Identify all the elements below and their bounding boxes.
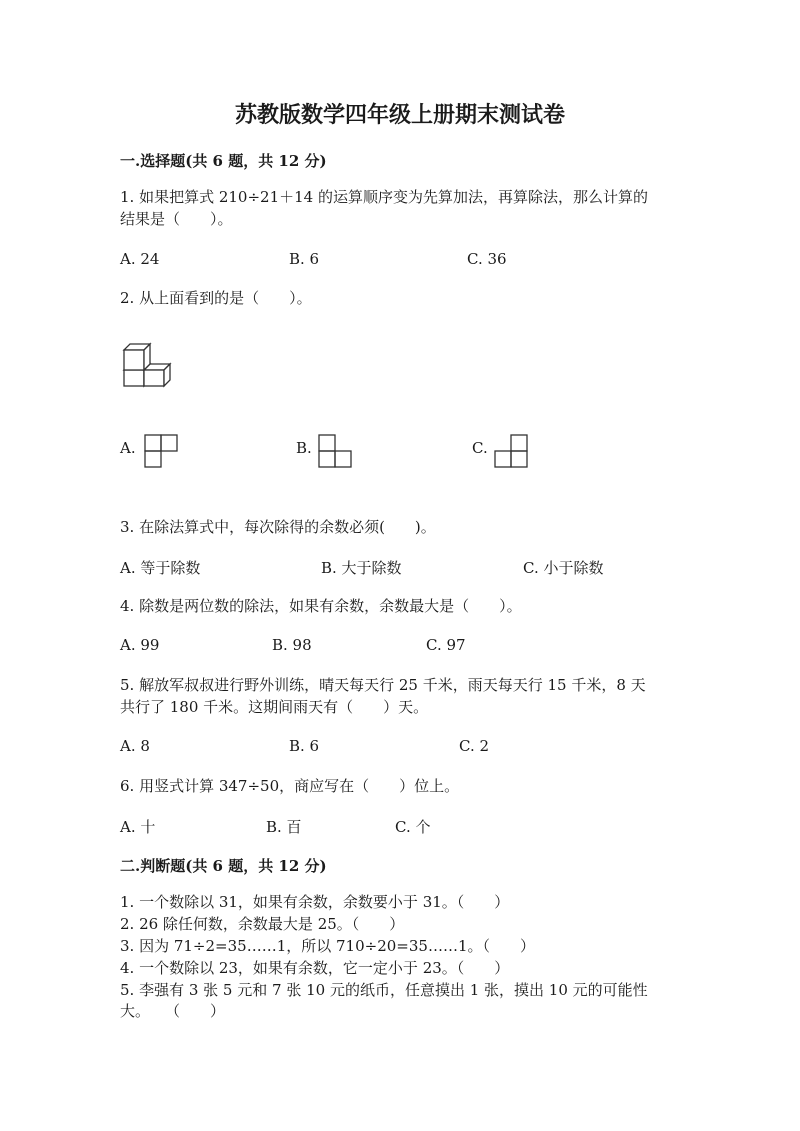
question-1-line-1: 1. 如果把算式 210÷21＋14 的运算顺序变为先算加法，再算除法，那么计算的 <box>120 188 648 206</box>
question-3-option-c: C. 小于除数 <box>523 559 604 577</box>
judgment-item-3: 3. 因为 71÷2=35……1，所以 710÷20=35……1。（ ） <box>120 937 535 955</box>
question-2-option-c: C. <box>472 439 488 457</box>
question-5-line-2: 共行了 180 千米。这期间雨天有（ ）天。 <box>120 698 429 716</box>
question-3-line-1: 3. 在除法算式中，每次除得的余数必须( )。 <box>120 518 436 536</box>
top-view-shape-a-icon <box>143 433 179 469</box>
question-4-option-b: B. 98 <box>272 636 312 654</box>
stacked-cubes-figure <box>120 340 182 390</box>
question-1-option-b: B. 6 <box>289 250 320 268</box>
question-3-option-b: B. 大于除数 <box>321 559 402 577</box>
question-2-option-a: A. <box>120 439 136 457</box>
question-5-option-b: B. 6 <box>289 737 320 755</box>
judgment-item-2: 2. 26 除任何数，余数最大是 25。（ ） <box>120 915 405 933</box>
question-5-option-c: C. 2 <box>459 737 490 755</box>
question-6-option-b: B. 百 <box>266 818 302 836</box>
question-2-option-b: B. <box>296 439 312 457</box>
question-6-option-c: C. 个 <box>395 818 431 836</box>
question-4-option-a: A. 99 <box>120 636 160 654</box>
question-4-option-c: C. 97 <box>426 636 466 654</box>
judgment-item-5-line-2: 大。 （ ） <box>120 1002 226 1020</box>
page-title: 苏教版数学四年级上册期末测试卷 <box>234 102 565 128</box>
question-2-line-1: 2. 从上面看到的是（ ）。 <box>120 289 312 307</box>
top-view-shape-c-icon <box>493 433 529 469</box>
question-5-line-1: 5. 解放军叔叔进行野外训练，晴天每天行 25 千米，雨天每天行 15 千米，8 天 <box>120 676 646 694</box>
judgment-item-4: 4. 一个数除以 23，如果有余数，它一定小于 23。（ ） <box>120 959 510 977</box>
question-1-option-a: A. 24 <box>120 250 160 268</box>
question-6-option-a: A. 十 <box>120 818 156 836</box>
judgment-item-1: 1. 一个数除以 31，如果有余数，余数要小于 31。（ ） <box>120 893 510 911</box>
question-3-option-a: A. 等于除数 <box>120 559 201 577</box>
section-heading-choice: 一.选择题(共 6 题，共 12 分) <box>120 152 327 170</box>
section-heading-judgment: 二.判断题(共 6 题，共 12 分) <box>120 857 327 875</box>
question-5-option-a: A. 8 <box>120 737 150 755</box>
top-view-shape-b-icon <box>317 433 353 469</box>
question-1-option-c: C. 36 <box>467 250 507 268</box>
judgment-item-5-line-1: 5. 李强有 3 张 5 元和 7 张 10 元的纸币，任意摸出 1 张，摸出 10 元的可能性 <box>120 981 648 999</box>
question-1-line-2: 结果是（ ）。 <box>120 210 233 228</box>
question-6-line-1: 6. 用竖式计算 347÷50，商应写在（ ）位上。 <box>120 777 460 795</box>
question-4-line-1: 4. 除数是两位数的除法，如果有余数，余数最大是（ ）。 <box>120 597 522 615</box>
